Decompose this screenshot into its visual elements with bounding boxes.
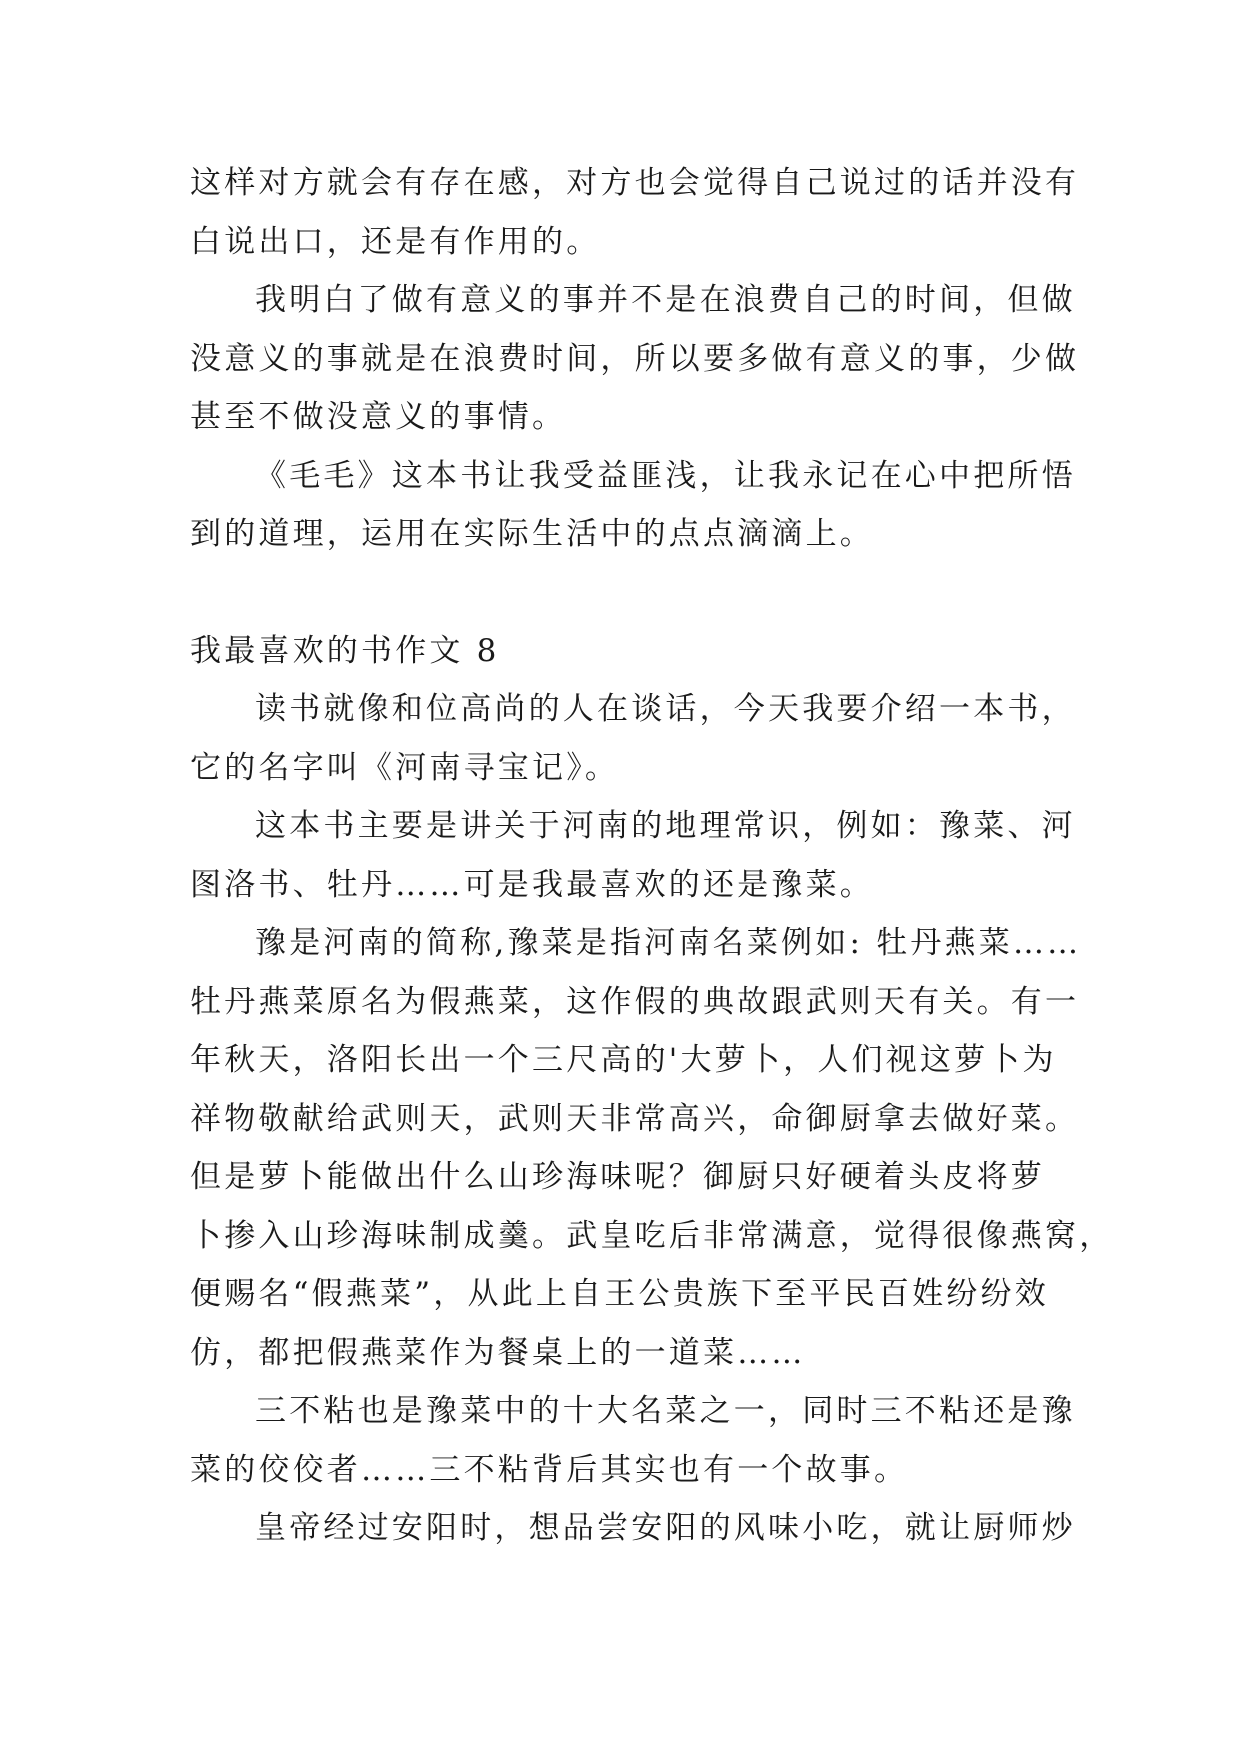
paragraph-line: 菜的佼佼者……三不粘背后其实也有一个故事。 (190, 1452, 909, 1488)
paragraph-line: 这本书主要是讲关于河南的地理常识，例如：豫菜、河 (255, 808, 1076, 844)
paragraph-line: 它的名字叫《河南寻宝记》。 (190, 750, 620, 786)
paragraph-line: 到的道理，运用在实际生活中的点点滴滴上。 (190, 516, 874, 552)
paragraph-line: 年秋天，洛阳长出一个三尺高的'大萝卜，人们视这萝卜为 (190, 1042, 1057, 1078)
paragraph-line: 图洛书、牡丹……可是我最喜欢的还是豫菜。 (190, 867, 874, 903)
paragraph-line: 没意义的事就是在浪费时间，所以要多做有意义的事，少做 (190, 341, 1080, 377)
paragraph-line: 这样对方就会有存在感，对方也会觉得自己说过的话并没有 (190, 165, 1080, 201)
paragraph-line: 甚至不做没意义的事情。 (190, 399, 567, 435)
paragraph-line: 牡丹燕菜原名为假燕菜，这作假的典故跟武则天有关。有一 (190, 984, 1080, 1020)
paragraph-line: 我明白了做有意义的事并不是在浪费自己的时间，但做 (255, 282, 1076, 318)
paragraph-line: 《毛毛》这本书让我受益匪浅，让我永记在心中把所悟 (255, 458, 1076, 494)
paragraph-line: 仿，都把假燕菜作为餐桌上的一道菜…… (190, 1335, 806, 1371)
paragraph-line: 便赐名“假燕菜”，从此上自王公贵族下至平民百姓纷纷效 (190, 1276, 1049, 1312)
paragraph-line: 祥物敬献给武则天，武则天非常高兴，命御厨拿去做好菜。 (190, 1101, 1080, 1137)
paragraph-line: 三不粘也是豫菜中的十大名菜之一，同时三不粘还是豫 (255, 1393, 1076, 1429)
paragraph-line: 豫是河南的简称,豫菜是指河南名菜例如: 牡丹燕菜…… (255, 925, 1082, 961)
paragraph-line: 卜掺入山珍海味制成羹。武皇吃后非常满意，觉得很像燕窝， (190, 1218, 1114, 1254)
paragraph-line: 但是萝卜能做出什么山珍海味呢？御厨只好硬着头皮将萝 (190, 1159, 1045, 1195)
paragraph-line: 皇帝经过安阳时，想品尝安阳的风味小吃，就让厨师炒 (255, 1510, 1076, 1546)
paragraph-line: 白说出口，还是有作用的。 (190, 224, 601, 260)
section-heading: 我最喜欢的书作文 8 (190, 633, 500, 669)
paragraph-line: 读书就像和位高尚的人在谈话，今天我要介绍一本书， (255, 691, 1076, 727)
